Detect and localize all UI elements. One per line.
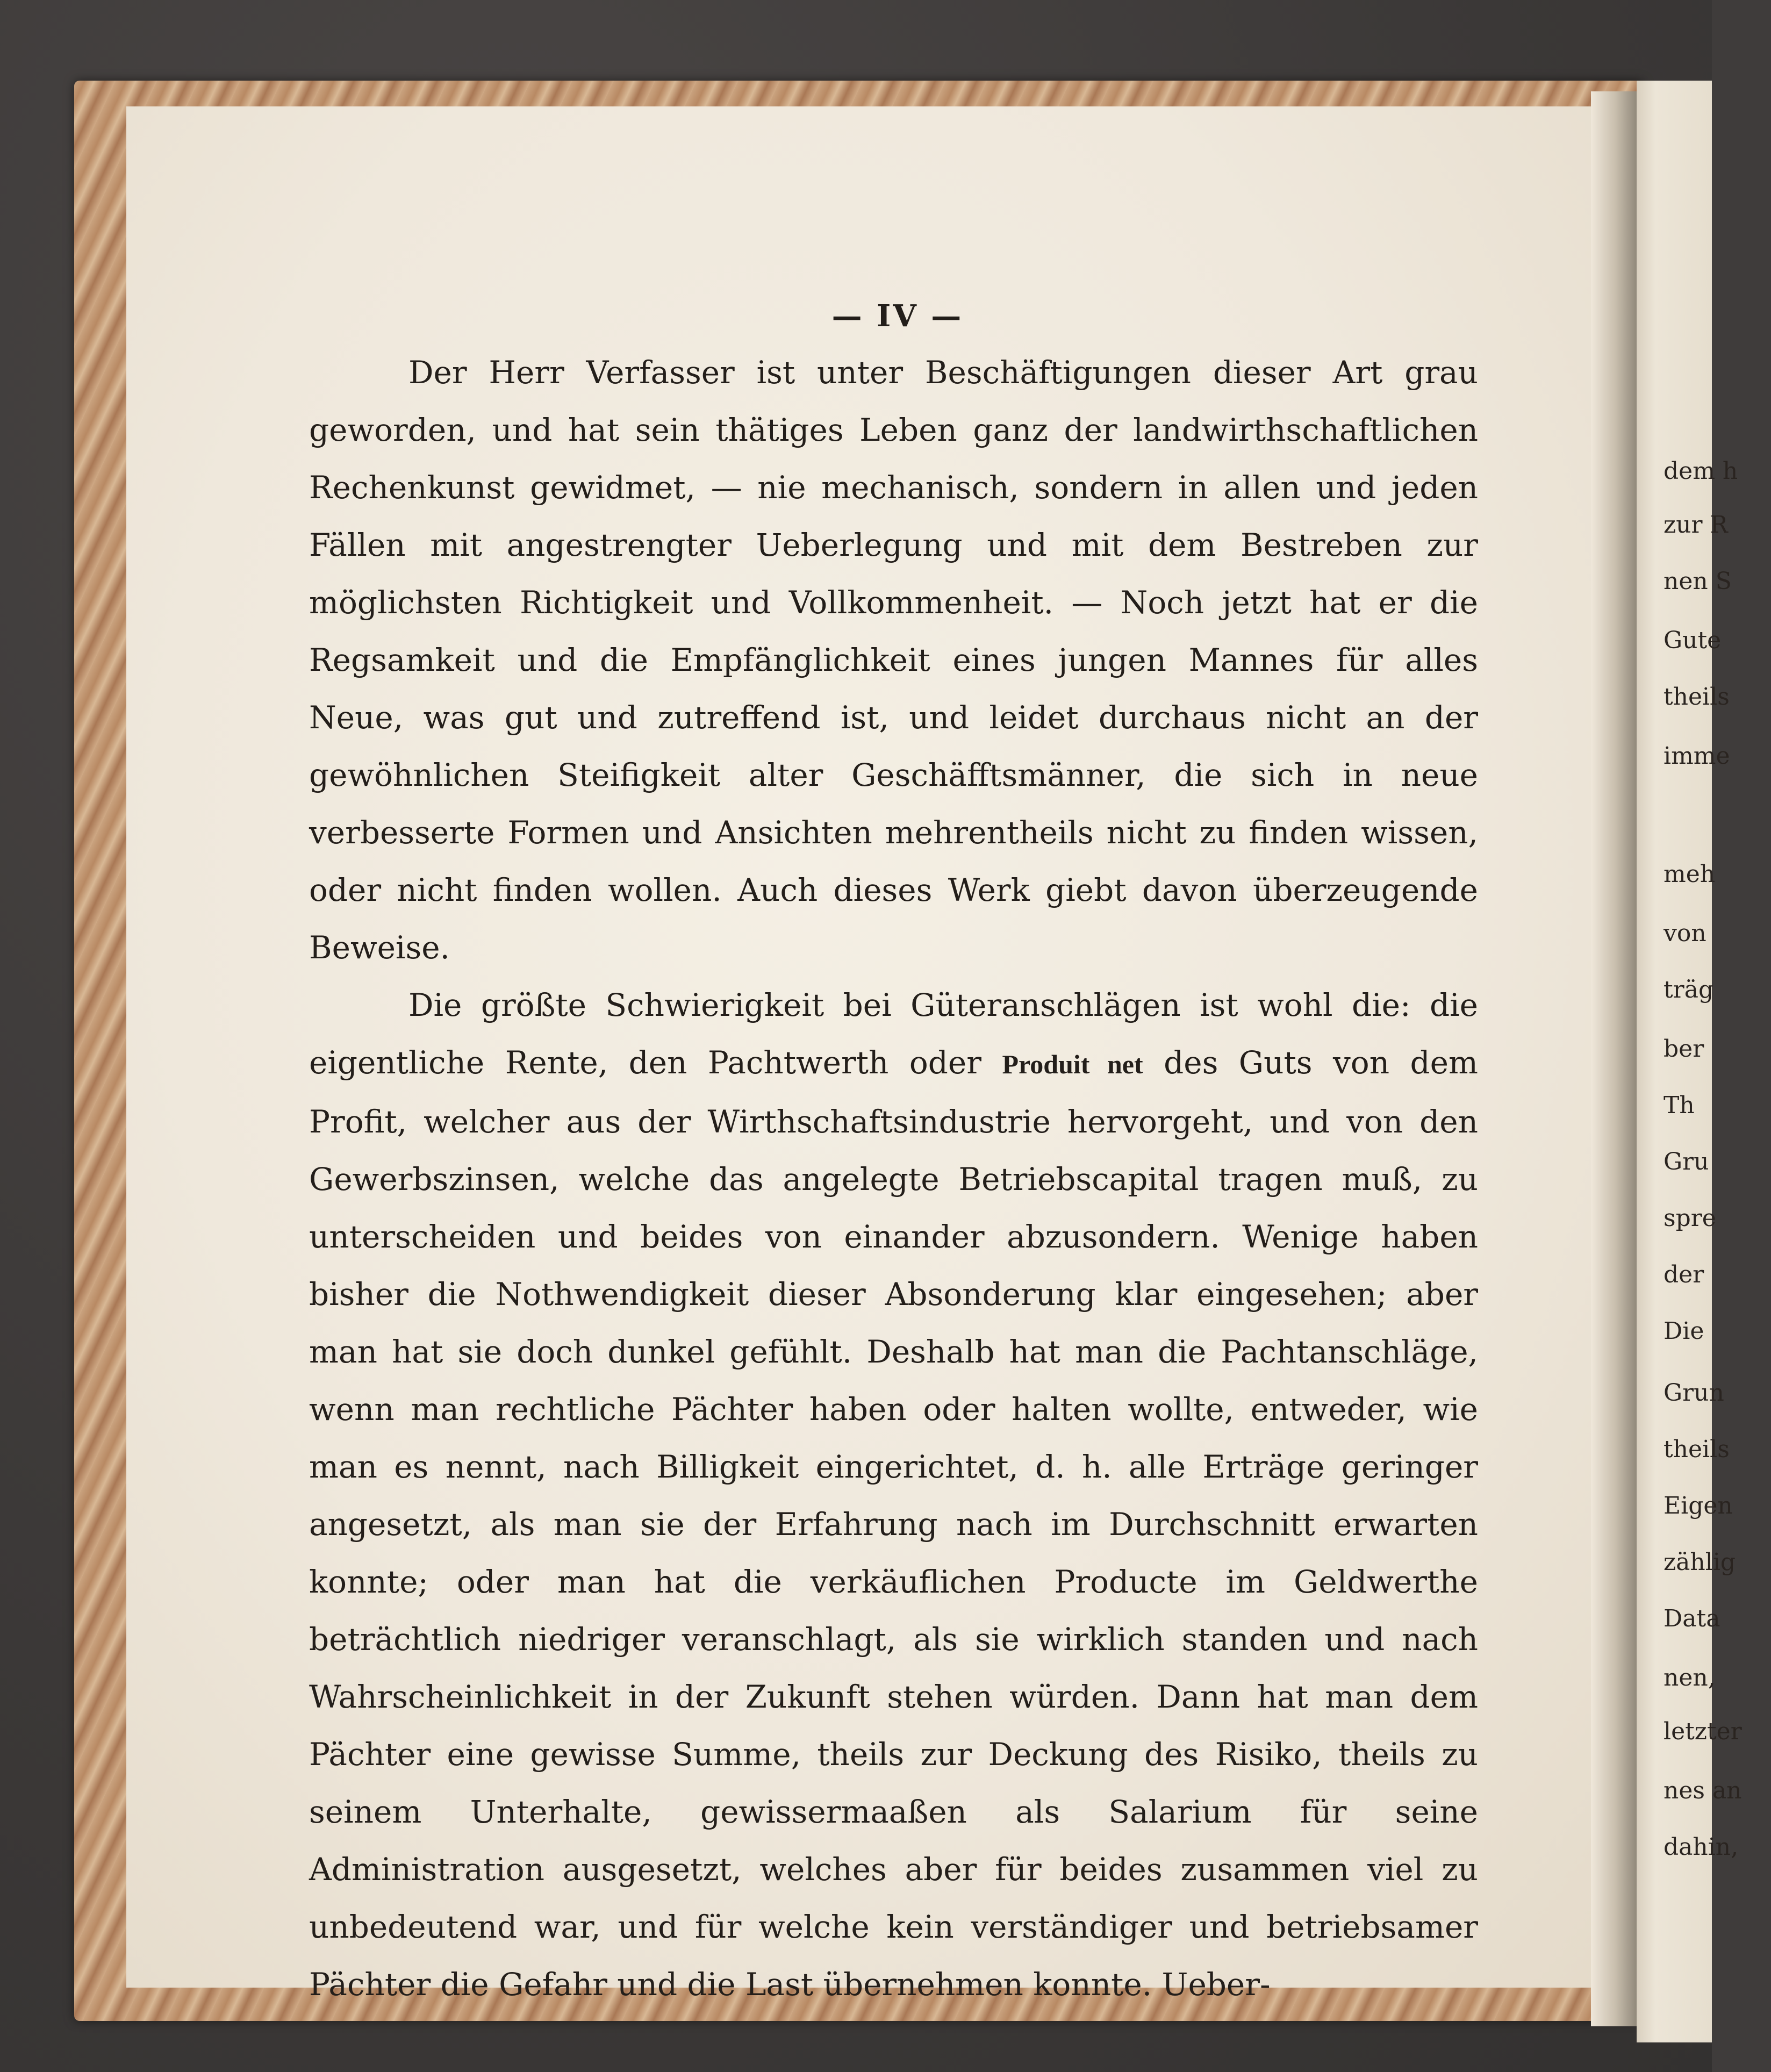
paragraph-1: Der Herr Verfasser ist unter Beschäftigungen dieser Art grau geworden, und hat sein thätiges Leben ganz der landwirthschaftlichen Rechenkunst gewidmet, — nie mechanisch, sondern in allen und jeden Fällen mit angestrengter Ueberlegung und mit dem Bestreben zur möglichsten Richtigkeit und Vollkommenheit. — Noch jetzt hat er die Regsamkeit und die Empfänglichkeit eines jungen Mannes für alles Neue, was gut und zutreffend ist, und leidet durchaus nicht an der gewöhnlichen Steifigkeit alter Geschäfftsmänner, die sich in neue verbesserte Formen und Ansichten mehrentheils nicht zu finden wissen, oder nicht finden wollen. Auch dieses Werk giebt davon überzeugende Beweise. [309, 354, 1478, 966]
page-number: — IV — [831, 298, 964, 334]
paragraph-2-start: Die größte Schwierigkeit bei Güteranschlägen ist wohl die: die eigentliche Rente, den Pachtwerth oder [309, 987, 1478, 1081]
facing-fragment: Die [1664, 1317, 1704, 1345]
facing-fragment: dahin, [1664, 1833, 1739, 1861]
facing-fragment: dem h [1664, 457, 1738, 485]
book-gutter [1591, 91, 1639, 2026]
facing-fragment: spre [1664, 1205, 1716, 1232]
facing-fragment: träg [1664, 976, 1714, 1003]
produit-net-term: Produit net [1002, 1049, 1143, 1079]
facing-fragment: Th [1664, 1092, 1695, 1119]
facing-fragment: nen S [1664, 568, 1732, 595]
facing-fragment: letzter [1664, 1718, 1742, 1745]
facing-fragment: theils [1664, 683, 1730, 711]
facing-fragment: der [1664, 1261, 1704, 1288]
facing-fragment: Grun [1664, 1379, 1724, 1407]
facing-fragment: imme [1664, 742, 1730, 770]
paragraph-2 [309, 977, 1478, 2013]
facing-fragment: Eigen [1664, 1492, 1733, 1519]
facing-fragment: Gute [1664, 627, 1722, 654]
body-text [309, 344, 1479, 2003]
facing-fragment: von [1664, 920, 1707, 947]
facing-fragment: zur R [1664, 511, 1728, 539]
facing-page-edge [1637, 81, 1742, 2042]
facing-fragment: ber [1664, 1035, 1704, 1063]
facing-fragment: zählig [1664, 1548, 1736, 1576]
paragraph-2-rest: des Guts von dem Profit, welcher aus der Wirthschaftsindustrie hervorgeht, und von den Gewerbszinsen, welche das angelegte Betriebscapital tragen muß, zu unterscheiden und beides von einander abzusondern. Wenige haben bisher die Nothwendigkeit dieser Absonderung klar eingesehen; aber man hat sie doch dunkel gefühlt. Deshalb hat man die Pachtanschläge, wenn man rechtliche Pächter haben oder halten wollte, entweder, wie man es nennt, nach Billigkeit eingerichtet, d. h. alle Erträge geringer angesetzt, als man sie der Erfahrung nach im Durchschnitt erwarten konnte; oder man hat die verkäuflichen Producte im Geldwerthe beträchtlich niedriger veranschlagt, als sie wirklich standen und nach Wahrscheinlichkeit in der Zukunft stehen würden. Dann hat man dem Pächter eine gewisse Summe, theils zur Deckung des Risiko, theils zu seinem Unterhalte, gewissermaaßen als Salarium für seine Administration ausgesetzt, welches aber für beides zusammen viel zu unbedeutend war, und für welche kein verständiger und betriebsamer Pächter die Gefahr und die Last übernehmen konnte. Ueber- [309, 1044, 1479, 2003]
facing-fragment: Gru [1664, 1148, 1709, 1175]
facing-fragment: nes an [1664, 1777, 1742, 1804]
facing-fragment: theils [1664, 1436, 1730, 1463]
facing-fragment: meh [1664, 861, 1716, 888]
facing-fragment: nen, [1664, 1664, 1716, 1691]
facing-fragment: Data [1664, 1605, 1720, 1632]
